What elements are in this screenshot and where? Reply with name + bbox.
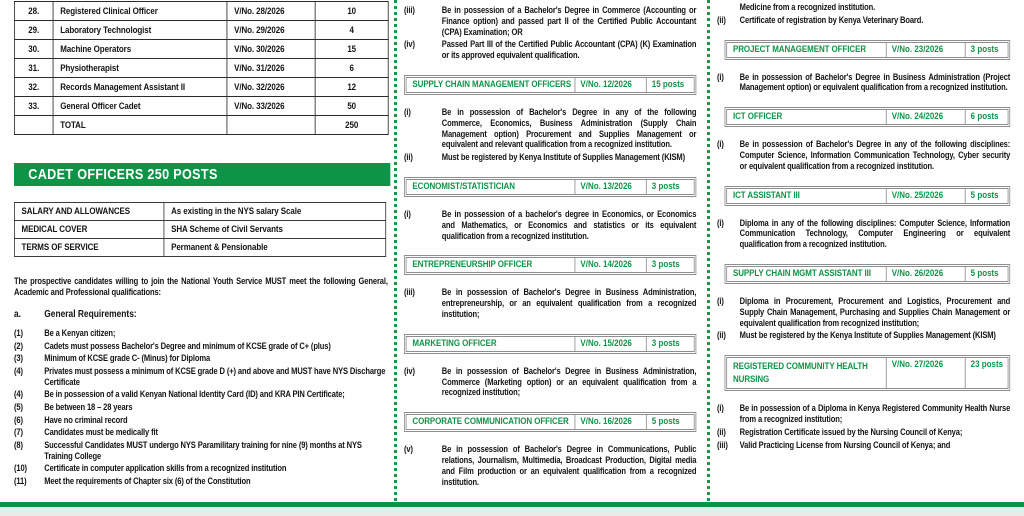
table-row (14, 40, 388, 59)
job-title: ICT ASSISTANT III (732, 189, 800, 201)
job-header (404, 412, 696, 432)
cell-vacancy-number: V/No. 28/2026 (227, 2, 315, 21)
item-marker: (i) (404, 106, 411, 117)
item-marker: (6) (14, 414, 23, 425)
cell-position: Physiotherapist (53, 59, 227, 78)
cell-position: Registered Clinical Officer (53, 2, 227, 21)
list-item (14, 402, 390, 413)
requirement-item (717, 2, 1010, 13)
column-separator-dotted (707, 0, 710, 503)
table-row (14, 21, 388, 40)
item-marker: (1) (14, 328, 23, 338)
item-marker: (i) (717, 71, 724, 82)
requirement-item (717, 440, 1010, 451)
item-marker: (i) (717, 403, 724, 414)
list-item (14, 440, 390, 462)
item-marker: (i) (717, 295, 724, 306)
cell-number: 28. (14, 2, 53, 21)
cell-value: Permanent & Pensionable (164, 239, 386, 257)
table-row (14, 221, 385, 239)
item-marker: (2) (14, 340, 23, 351)
item-text: Be in possession of a bachelor's degree in Economics, or Economics and Mathematics, or Economics and statistics or its equivalent qualification from a recognized institution. (441, 208, 697, 241)
cell-posts: 250 (315, 116, 388, 135)
vacancy-table (14, 1, 389, 135)
job-title: PROJECT MANAGEMENT OFFICER (732, 43, 867, 55)
cell-position: Machine Operators (53, 40, 227, 59)
job-title: CORPORATE COMMUNICATION OFFICER (412, 416, 569, 428)
table-row (14, 239, 385, 257)
item-marker: (i) (717, 217, 724, 228)
job-vacancy-number: V/No. 15/2026 (575, 337, 646, 351)
job-posts-count: 3 posts (646, 337, 694, 351)
cell-posts: 10 (315, 2, 388, 21)
right-column (717, 0, 1010, 452)
job-header (404, 177, 696, 197)
middle-column (404, 0, 696, 489)
heading-letter: a. (14, 309, 22, 320)
cadet-officers-banner: CADET OFFICERS 250 POSTS (14, 163, 390, 186)
job-title: REGISTERED COMMUNITY HEALTH NURSING (732, 361, 868, 386)
heading-title: General Requirements: (44, 309, 137, 320)
job-posts-count: 3 posts (965, 43, 1008, 57)
item-text: Passed Part III of the Certified Public Accountant (CPA) (K) Examination or its approved equivalent qualification. (441, 39, 697, 61)
item-marker: (3) (14, 353, 23, 364)
bottom-page-edge (0, 507, 1024, 516)
item-text: Be a Kenyan citizen; (44, 328, 116, 338)
item-marker: (8) (14, 439, 23, 450)
item-text: Must be registered by the Kenya Institute of Supplies Management (KISM) (739, 330, 996, 341)
item-text: Be in possession of Bachelor's Degree in Business Administration, entrepreneurship, or an equivalent qualification from a recognized institution; (441, 287, 697, 319)
job-vacancy-number: V/No. 24/2026 (886, 110, 965, 124)
job-posts-count: 15 posts (646, 78, 694, 92)
item-text: Privates must possess a minimum of KCSE grade D (+) and above and MUST have NYS Discharge Certificate (44, 365, 386, 387)
vacancy-table-body (14, 2, 388, 135)
general-requirements-list (14, 328, 390, 487)
item-text: Candidates must be medically fit (44, 427, 158, 438)
item-text: Diploma in any of the following disciplines: Computer Science, Information Communication Technology, Computer Engineering or equivalent qualification from a recognized institution. (739, 217, 1011, 250)
list-item (14, 353, 390, 364)
item-text: Valid Practicing License from Nursing Council of Kenya; and (739, 439, 951, 450)
table-row (14, 59, 388, 78)
job-posts-count: 23 posts (965, 358, 1008, 388)
cell-number: 29. (14, 21, 53, 40)
item-text: Certificate of registration by Kenya Veterinary Board. (739, 14, 924, 25)
item-text: Successful Candidates MUST undergo NYS Paramilitary training for nine (9) months at NYS Training College (44, 439, 362, 461)
item-marker: (iii) (404, 287, 415, 298)
job-vacancy-number: V/No. 26/2026 (886, 267, 965, 281)
list-item (14, 389, 390, 400)
requirement-item (717, 218, 1010, 250)
cell-position: General Officer Cadet (53, 97, 227, 116)
requirement-item (717, 72, 1010, 94)
cell-position: TOTAL (53, 116, 227, 135)
requirement-item (404, 366, 696, 398)
job-vacancy-number: V/No. 23/2026 (886, 43, 965, 57)
middle-column-blocks (404, 0, 696, 487)
table-row (14, 2, 388, 21)
cell-posts: 4 (315, 21, 388, 40)
item-marker: (ii) (404, 152, 413, 163)
cell-posts: 6 (315, 59, 388, 78)
requirement-item (717, 296, 1010, 328)
job-title: ENTREPRENEURSHIP OFFICER (412, 259, 533, 271)
item-text: Minimum of KCSE grade C- (Minus) for Diploma (44, 353, 211, 364)
list-item (14, 341, 390, 352)
job-title: ECONOMIST/STATISTICIAN (412, 180, 515, 192)
job-header (404, 75, 696, 95)
item-marker: (iv) (404, 365, 415, 376)
job-header (725, 264, 1011, 284)
cell-vacancy-number: V/No. 31/2026 (227, 59, 315, 78)
intro-paragraph: The prospective candidates willing to join the National Youth Service MUST meet the following General, Academic and Professional qualifications: (14, 276, 388, 297)
job-posts-count: 3 posts (646, 258, 694, 272)
cell-number: 32. (14, 78, 53, 97)
job-header (725, 40, 1011, 60)
requirement-item (404, 287, 696, 319)
column-separator-dotted (394, 0, 397, 503)
terms-of-service-table (14, 202, 386, 257)
item-marker: (7) (14, 427, 23, 438)
item-marker: (iii) (404, 5, 415, 15)
item-marker: (10) (14, 463, 27, 474)
requirement-item (717, 139, 1010, 171)
item-text: Be in possession of Bachelor's Degree in any of the following disciplines: Computer Science, Information Communication Technology, Cyber security or equivalent qualification from a recognized institution. (739, 139, 1011, 171)
item-text: Be in possession of a Bachelor's Degree in Commerce (Accounting or Finance option) and passed part II of the Certified Public Accountant (CPA) Examination; OR (441, 5, 697, 37)
item-marker: (i) (404, 208, 411, 219)
cell-label: MEDICAL COVER (14, 221, 164, 239)
cell-value: As existing in the NYS salary Scale (164, 203, 386, 221)
requirement-item (404, 209, 696, 241)
table-row (14, 78, 388, 97)
item-marker: (5) (14, 401, 23, 412)
requirement-item (404, 444, 696, 487)
table-row (14, 203, 385, 221)
requirement-item (717, 427, 1010, 438)
list-item (14, 427, 390, 438)
job-vacancy-number: V/No. 27/2026 (886, 358, 965, 388)
requirement-item (404, 5, 696, 37)
list-item (14, 328, 390, 339)
job-posts-count: 5 posts (965, 189, 1008, 203)
item-text: Certificate in computer application skills from a recognized institution (44, 463, 287, 474)
job-header (725, 186, 1011, 206)
job-vacancy-number: V/No. 13/2026 (575, 180, 646, 194)
cell-number: 31. (14, 59, 53, 78)
cell-position: Laboratory Technologist (53, 21, 227, 40)
item-text: Be in possession of Bachelor's Degree in Business Administration, Commerce (Marketing option) or an equivalent qualification from a recognized institution; (441, 365, 697, 398)
job-posts-count: 5 posts (646, 415, 694, 429)
job-posts-count: 5 posts (965, 267, 1008, 281)
item-marker: (i) (717, 139, 724, 150)
item-text: Be in possession of Bachelor's Degree in any of the following Commerce, Economics, Business Administration (Supply Chain Management option) Procurement and Supplies Management or equivalent and relevant qualification from a recognized institution. (441, 106, 697, 150)
requirement-item (404, 107, 696, 150)
item-marker: (ii) (717, 330, 726, 341)
job-title: ICT OFFICER (732, 111, 783, 123)
item-marker: (11) (14, 475, 27, 486)
job-title: SUPPLY CHAIN MANAGEMENT OFFICERS (412, 78, 572, 90)
cell-vacancy-number: V/No. 29/2026 (227, 21, 315, 40)
job-header (404, 334, 696, 354)
cell-posts: 12 (315, 78, 388, 97)
item-marker: (ii) (717, 426, 726, 437)
cell-label: TERMS OF SERVICE (14, 239, 164, 257)
item-marker (717, 2, 740, 13)
requirement-item (717, 330, 1010, 341)
cell-vacancy-number (227, 116, 315, 135)
general-requirements-heading (14, 309, 390, 320)
requirement-item (404, 152, 696, 163)
item-text: Medicine from a recognized institution. (739, 2, 876, 12)
item-marker: (iv) (404, 39, 415, 50)
job-vacancy-number: V/No. 12/2026 (575, 78, 646, 92)
list-item (14, 366, 390, 388)
item-marker: (ii) (717, 14, 726, 25)
item-text: Be in possession of a valid Kenyan National Identity Card (ID) and KRA PIN Certificate; (44, 389, 345, 400)
job-posts-count: 6 posts (965, 110, 1008, 124)
left-column (14, 0, 390, 489)
right-column-blocks (717, 0, 1010, 450)
cell-posts: 50 (315, 97, 388, 116)
requirement-item (717, 403, 1010, 425)
cell-position: Records Management Assistant II (53, 78, 227, 97)
cell-vacancy-number: V/No. 32/2026 (227, 78, 315, 97)
cell-vacancy-number: V/No. 33/2026 (227, 97, 315, 116)
job-vacancy-number: V/No. 25/2026 (886, 189, 965, 203)
cell-number (14, 116, 53, 135)
item-text: Cadets must possess Bachelor's Degree and minimum of KCSE grade of C+ (plus) (44, 340, 331, 351)
item-marker: (4) (14, 365, 23, 376)
list-item (14, 415, 390, 426)
item-text: Diploma in Procurement, Procurement and Logistics, Procurement and Supply Chain Management, Purchasing and Supplies Chain Management or equivalent qualification from recognized institution; (739, 295, 1011, 328)
item-text: Be in possession of Bachelor's Degree in Communications, Public relations, Journalism, Multimedia, Broadcast Production, Digital media and Film production or an equivalent qualification from a recognized institution. (441, 444, 697, 487)
job-vacancy-number: V/No. 16/2026 (575, 415, 646, 429)
cell-vacancy-number: V/No. 30/2026 (227, 40, 315, 59)
item-text: Meet the requirements of Chapter six (6) of the Constitution (44, 475, 251, 486)
table-row (14, 116, 388, 135)
list-item (14, 476, 390, 487)
job-vacancy-number: V/No. 14/2026 (575, 258, 646, 272)
item-marker: (4) (14, 389, 23, 400)
cell-value: SHA Scheme of Civil Servants (164, 221, 386, 239)
cell-number: 33. (14, 97, 53, 116)
item-text: Must be registered by Kenya Institute of Supplies Management (KISM) (441, 152, 685, 163)
item-text: Be between 18 – 28 years (44, 401, 133, 412)
job-title: MARKETING OFFICER (412, 337, 497, 349)
job-header (725, 355, 1011, 391)
item-text: Have no criminal record (44, 414, 128, 425)
job-header (404, 255, 696, 275)
requirement-item (717, 15, 1010, 26)
job-header (725, 107, 1011, 127)
terms-table-body (14, 203, 385, 257)
cell-number: 30. (14, 40, 53, 59)
item-text: Registration Certificate issued by the Nursing Council of Kenya; (739, 426, 963, 437)
item-text: Be in possession of Bachelor's Degree in Business Administration (Project Management option) or equivalent qualification from a recognized institution. (739, 71, 1011, 93)
job-title: SUPPLY CHAIN MGMT ASSISTANT III (732, 267, 871, 279)
requirement-item (404, 39, 696, 61)
table-row (14, 97, 388, 116)
item-text: Be in possession of a Diploma in Kenya Registered Community Health Nurse from a recognized institution; (739, 403, 1011, 424)
cell-posts: 15 (315, 40, 388, 59)
item-marker: (v) (404, 444, 413, 455)
cell-label: SALARY AND ALLOWANCES (14, 203, 164, 221)
job-posts-count: 3 posts (646, 180, 694, 194)
item-marker: (iii) (717, 439, 728, 450)
list-item (14, 463, 390, 474)
